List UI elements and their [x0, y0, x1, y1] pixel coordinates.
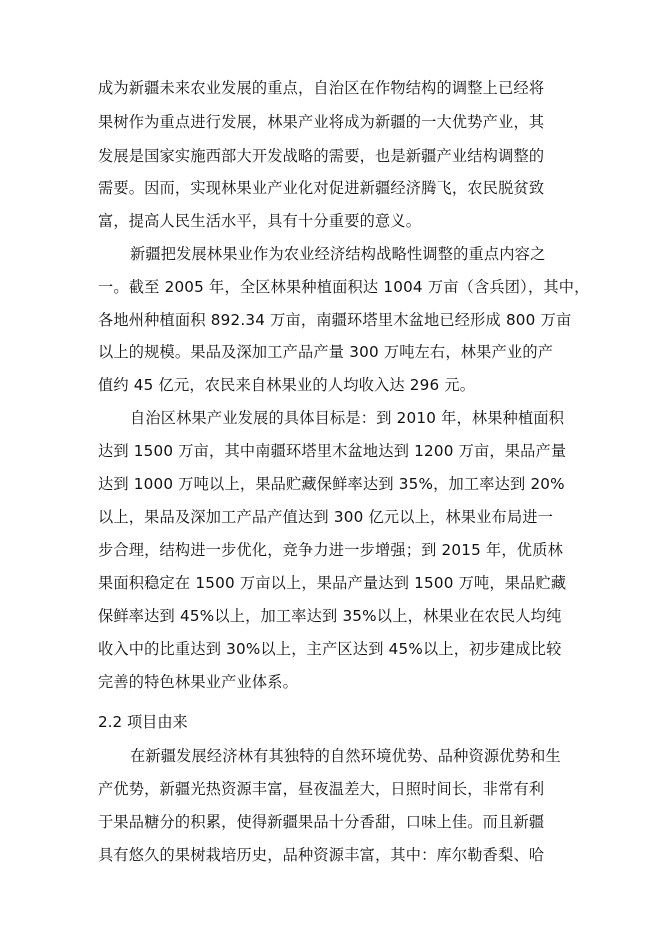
- paragraph-2-line-2: 一。截至 2005 年，全区林果种植面积达 1004 万亩（含兵团），其中，: [98, 278, 590, 296]
- paragraph-4-line-4: 具有悠久的果树栽培历史，品种资源丰富，其中：库尔勒香梨、哈: [98, 846, 545, 864]
- paragraph-3-line-9: 完善的特色林果业产业体系。: [98, 673, 299, 691]
- section-heading: 2.2 项目由来: [98, 713, 188, 731]
- paragraph-1-line-5: 富，提高人民生活水平，具有十分重要的意义。: [98, 212, 422, 230]
- paragraph-2-line-1: 新疆把发展林果业作为农业经济结构战略性调整的重点内容之: [130, 245, 546, 263]
- paragraph-4-line-1: 在新疆发展经济林有其独特的自然环境优势、品种资源优势和生: [130, 747, 561, 765]
- paragraph-3-line-1: 自治区林果产业发展的具体目标是：到 2010 年，林果种植面积: [130, 409, 565, 427]
- paragraph-4-line-3: 于果品糖分的积累，使得新疆果品十分香甜，口味上佳。而且新疆: [98, 813, 545, 831]
- paragraph-2-line-4: 以上的规模。果品及深加工产品产量 300 万吨左右，林果产业的产: [98, 343, 554, 361]
- paragraph-1-line-1: 成为新疆未来农业发展的重点，自治区在作物结构的调整上已经将: [98, 79, 545, 97]
- paragraph-3-line-6: 果面积稳定在 1500 万亩以上，果品产量达到 1500 万吨，果品贮藏: [98, 574, 567, 592]
- paragraph-1-line-3: 发展是国家实施西部大开发战略的需要，也是新疆产业结构调整的: [98, 147, 545, 165]
- paragraph-3-line-8: 收入中的比重达到 30%以上，主产区达到 45%以上，初步建成比较: [98, 640, 562, 658]
- paragraph-4-line-2: 产优势，新疆光热资源丰富，昼夜温差大，日照时间长，非常有利: [98, 780, 545, 798]
- paragraph-1-line-4: 需要。因而，实现林果业产业化对促进新疆经济腾飞，农民脱贫致: [98, 179, 545, 197]
- paragraph-3-line-2: 达到 1500 万亩，其中南疆环塔里木盆地达到 1200 万亩，果品产量: [98, 442, 567, 460]
- paragraph-3-line-7: 保鲜率达到 45%以上，加工率达到 35%以上，林果业在农民人均纯: [98, 607, 562, 625]
- paragraph-2-line-3: 各地州种植面积 892.34 万亩，南疆环塔里木盆地已经形成 800 万亩: [98, 311, 572, 329]
- paragraph-3-line-5: 步合理，结构进一步优化，竞争力进一步增强；到 2015 年，优质林: [98, 541, 563, 559]
- paragraph-3-line-4: 以上，果品及深加工产品产值达到 300 亿元以上，林果业布局进一: [98, 508, 554, 526]
- paragraph-2-line-5: 值约 45 亿元，农民来自林果业的人均收入达 296 元。: [98, 376, 476, 394]
- paragraph-1-line-2: 果树作为重点进行发展，林果产业将成为新疆的一大优势产业，其: [98, 113, 545, 131]
- paragraph-3-line-3: 达到 1000 万吨以上，果品贮藏保鲜率达到 35%，加工率达到 20%: [98, 475, 565, 493]
